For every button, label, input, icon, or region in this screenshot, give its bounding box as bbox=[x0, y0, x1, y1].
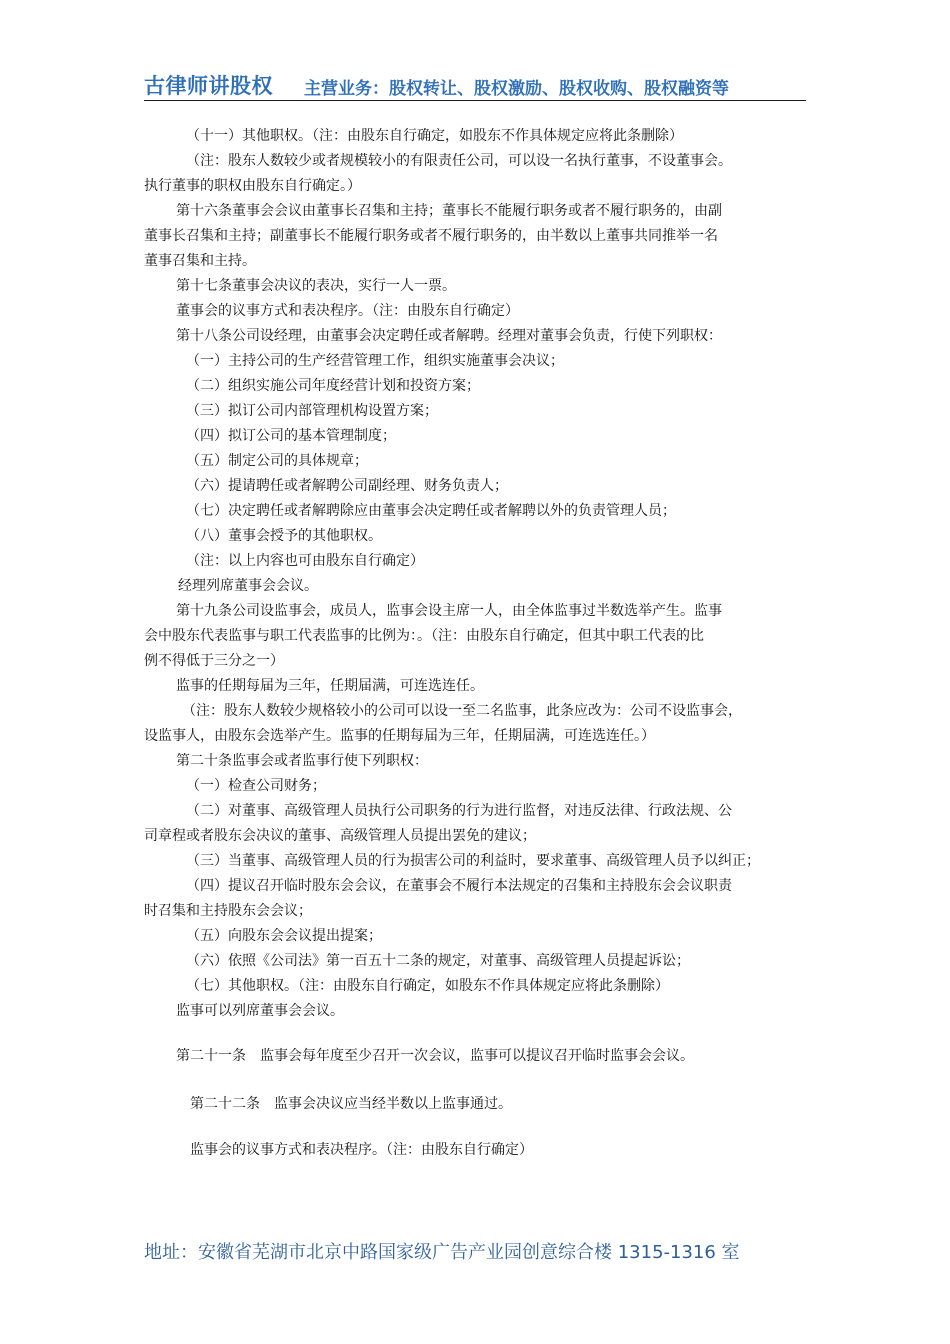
text-line: （四）拟订公司的基本管理制度； bbox=[186, 428, 396, 444]
text-line: （注：以上内容也可由股东自行确定） bbox=[186, 553, 424, 569]
text-line: 例不得低于三分之一） bbox=[144, 653, 284, 669]
text-line: （一）检查公司财务； bbox=[186, 778, 326, 794]
text-line: 设监事人，由股东会选举产生。监事的任期每届为三年，任期届满，可连选连任。） bbox=[144, 728, 655, 744]
text-line: 执行董事的职权由股东自行确定。） bbox=[144, 178, 361, 194]
text-line: （注：股东人数较少规格较小的公司可以设一至二名监事，此条应改为：公司不设监事会， bbox=[182, 703, 742, 719]
text-line: （二）对董事、高级管理人员执行公司职务的行为进行监督，对违反法律、行政法规、公 bbox=[186, 803, 732, 819]
text-line: （三）当董事、高级管理人员的行为损害公司的利益时，要求董事、高级管理人员予以纠正； bbox=[186, 853, 760, 869]
text-line: 第二十二条 监事会决议应当经半数以上监事通过。 bbox=[190, 1096, 512, 1112]
text-line: 时召集和主持股东会会议； bbox=[144, 903, 312, 919]
text-line: （二）组织实施公司年度经营计划和投资方案； bbox=[186, 378, 480, 394]
text-line: （七）决定聘任或者解聘除应由董事会决定聘任或者解聘以外的负责管理人员； bbox=[186, 503, 676, 519]
text-line: （十一）其他职权。（注：由股东自行确定，如股东不作具体规定应将此条删除） bbox=[186, 128, 683, 144]
text-line: 董事召集和主持。 bbox=[144, 253, 256, 269]
text-line: 监事的任期每届为三年，任期届满，可连选连任。 bbox=[176, 678, 484, 694]
text-line: 第十六条董事会会议由董事长召集和主持；董事长不能履行职务或者不履行职务的，由副 bbox=[176, 203, 722, 219]
text-line: （一）主持公司的生产经营管理工作，组织实施董事会决议； bbox=[186, 353, 564, 369]
text-line: （注：股东人数较少或者规模较小的有限责任公司，可以设一名执行董事，不设董事会。 bbox=[186, 153, 732, 169]
text-line: （六）依照《公司法》第一百五十二条的规定，对董事、高级管理人员提起诉讼； bbox=[186, 953, 690, 969]
text-line: 第二十一条 监事会每年度至少召开一次会议，监事可以提议召开临时监事会会议。 bbox=[176, 1048, 694, 1064]
business-scope: 主营业务：股权转让、股权激励、股权收购、股权融资等 bbox=[304, 79, 729, 99]
text-line: 监事可以列席董事会会议。 bbox=[176, 1003, 344, 1019]
text-line: （七）其他职权。（注：由股东自行确定，如股东不作具体规定应将此条删除） bbox=[186, 978, 669, 994]
text-line: （五）向股东会会议提出提案； bbox=[186, 928, 382, 944]
text-line: 会中股东代表监事与职工代表监事的比例为：。（注：由股东自行确定，但其中职工代表的比 bbox=[144, 628, 704, 644]
brand-title: 古律师讲股权 bbox=[144, 74, 273, 98]
text-line: 董事长召集和主持；副董事长不能履行职务或者不履行职务的，由半数以上董事共同推举一名 bbox=[144, 228, 718, 244]
text-line: 司章程或者股东会决议的董事、高级管理人员提出罢免的建议； bbox=[144, 828, 536, 844]
footer-address: 地址：安徽省芜湖市北京中路国家级广告产业园创意综合楼 1315-1316 室 bbox=[144, 1242, 740, 1263]
text-line: （三）拟订公司内部管理机构设置方案； bbox=[186, 403, 438, 419]
text-line: 第十九条公司设监事会，成员人，监事会设主席一人，由全体监事过半数选举产生。监事 bbox=[176, 603, 722, 619]
text-line: （四）提议召开临时股东会会议，在董事会不履行本法规定的召集和主持股东会会议职责 bbox=[186, 878, 732, 894]
text-line: 董事会的议事方式和表决程序。（注：由股东自行确定） bbox=[176, 303, 519, 319]
text-line: 经理列席董事会会议。 bbox=[178, 578, 318, 594]
text-line: （六）提请聘任或者解聘公司副经理、财务负责人； bbox=[186, 478, 508, 494]
text-line: （五）制定公司的具体规章； bbox=[186, 453, 368, 469]
text-line: 第十八条公司设经理，由董事会决定聘任或者解聘。经理对董事会负责，行使下列职权： bbox=[176, 328, 722, 344]
text-line: （八）董事会授予的其他职权。 bbox=[186, 528, 382, 544]
text-line: 监事会的议事方式和表决程序。（注：由股东自行确定） bbox=[190, 1142, 533, 1158]
text-line: 第十七条董事会决议的表决，实行一人一票。 bbox=[176, 278, 456, 294]
page-header bbox=[144, 70, 806, 101]
text-line: 第二十条监事会或者监事行使下列职权： bbox=[176, 753, 428, 769]
